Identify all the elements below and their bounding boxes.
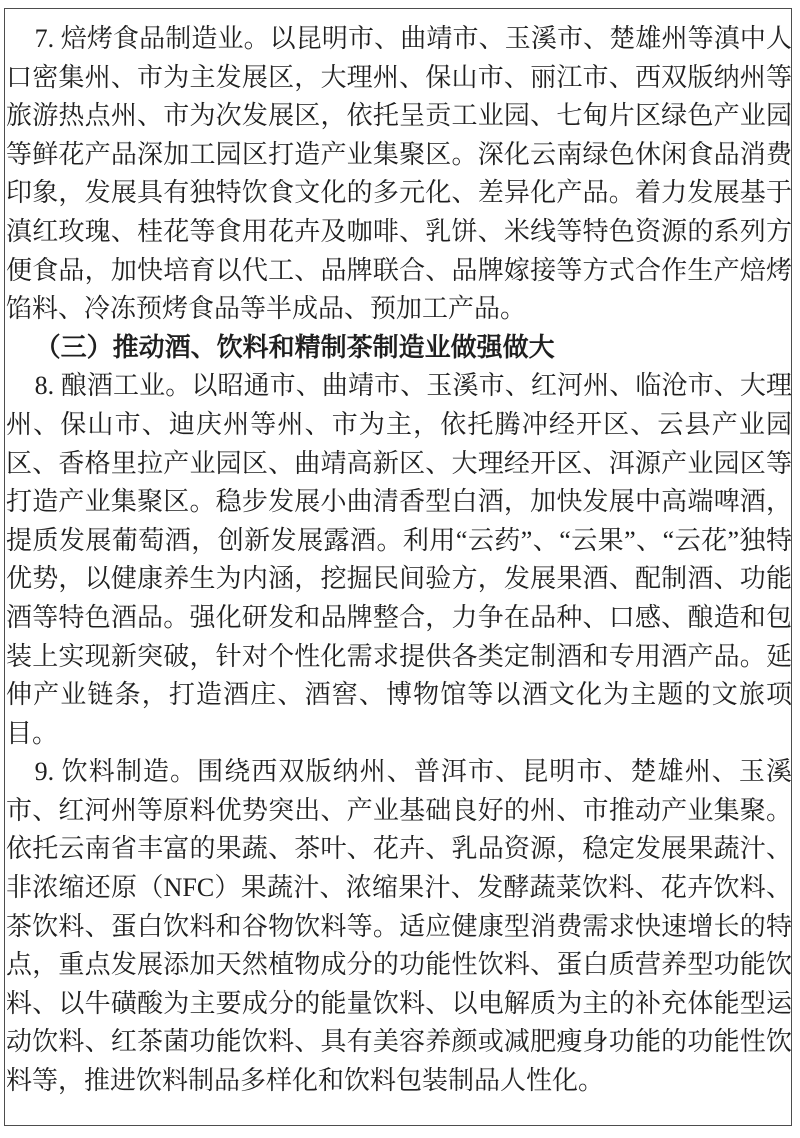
paragraph-9-beverage-manufacturing: 9. 饮料制造。围绕西双版纳州、普洱市、昆明市、楚雄州、玉溪市、红河州等原料优势突出、产业基础良好的州、市推动产业集聚。依托云南省丰富的果蔬、茶叶、花卉、乳品资源，稳定发展果蔬汁、非浓缩还原（NFC）果蔬汁、浓缩果汁、发酵蔬菜饮料、花卉饮料、茶饮料、蛋白饮料和谷物饮料等。适应健康型消费需求快速增长的特点，重点发展添加天然植物成分的功能性饮料、蛋白质营养型功能饮料、以牛磺酸为主要成分的能量饮料、以电解质为主的补充体能型运动饮料、红茶菌功能饮料、具有美容养颜或减肥瘦身功能的功能性饮料等，推进饮料制品多样化和饮料包装制品人性化。 [6, 757, 792, 1096]
section-heading-3: （三）推动酒、饮料和精制茶制造业做强做大 [34, 332, 555, 362]
paragraph-8-wine-industry: 8. 酿酒工业。以昭通市、曲靖市、玉溪市、红河州、临沧市、大理州、保山市、迪庆州等州、市为主，依托腾冲经开区、云县产业园区、香格里拉产业园区、曲靖高新区、大理经开区、洱源产业园区等打造产业集聚区。稳步发展小曲清香型白酒，加快发展中高端啤酒，提质发展葡萄酒，创新发展露酒。利用“云药”、“云果”、“云花”独特优势，以健康养生为内涵，挖掘民间验方，发展果酒、配制酒、功能酒等特色酒品。强化研发和品牌整合，力争在品种、口感、酿造和包装上实现新突破，针对个性化需求提供各类定制酒和专用酒产品。延伸产业链条，打造酒庄、酒窖、博物馆等以酒文化为主题的文旅项目。 [6, 371, 792, 748]
paragraph-7-baked-goods: 7. 焙烤食品制造业。以昆明市、曲靖市、玉溪市、楚雄州等滇中人口密集州、市为主发展区，大理州、保山市、丽江市、西双版纳州等旅游热点州、市为次发展区，依托呈贡工业园、七甸片区绿色产业园等鲜花产品深加工园区打造产业集聚区。深化云南绿色休闲食品消费印象，发展具有独特饮食文化的多元化、差异化产品。着力发展基于滇红玫瑰、桂花等食用花卉及咖啡、乳饼、米线等特色资源的系列方便食品，加快培育以代工、品牌联合、品牌嫁接等方式合作生产焙烤馅料、冷冻预烤食品等半成品、预加工产品。 [6, 24, 792, 324]
page-content [6, 20, 792, 1101]
